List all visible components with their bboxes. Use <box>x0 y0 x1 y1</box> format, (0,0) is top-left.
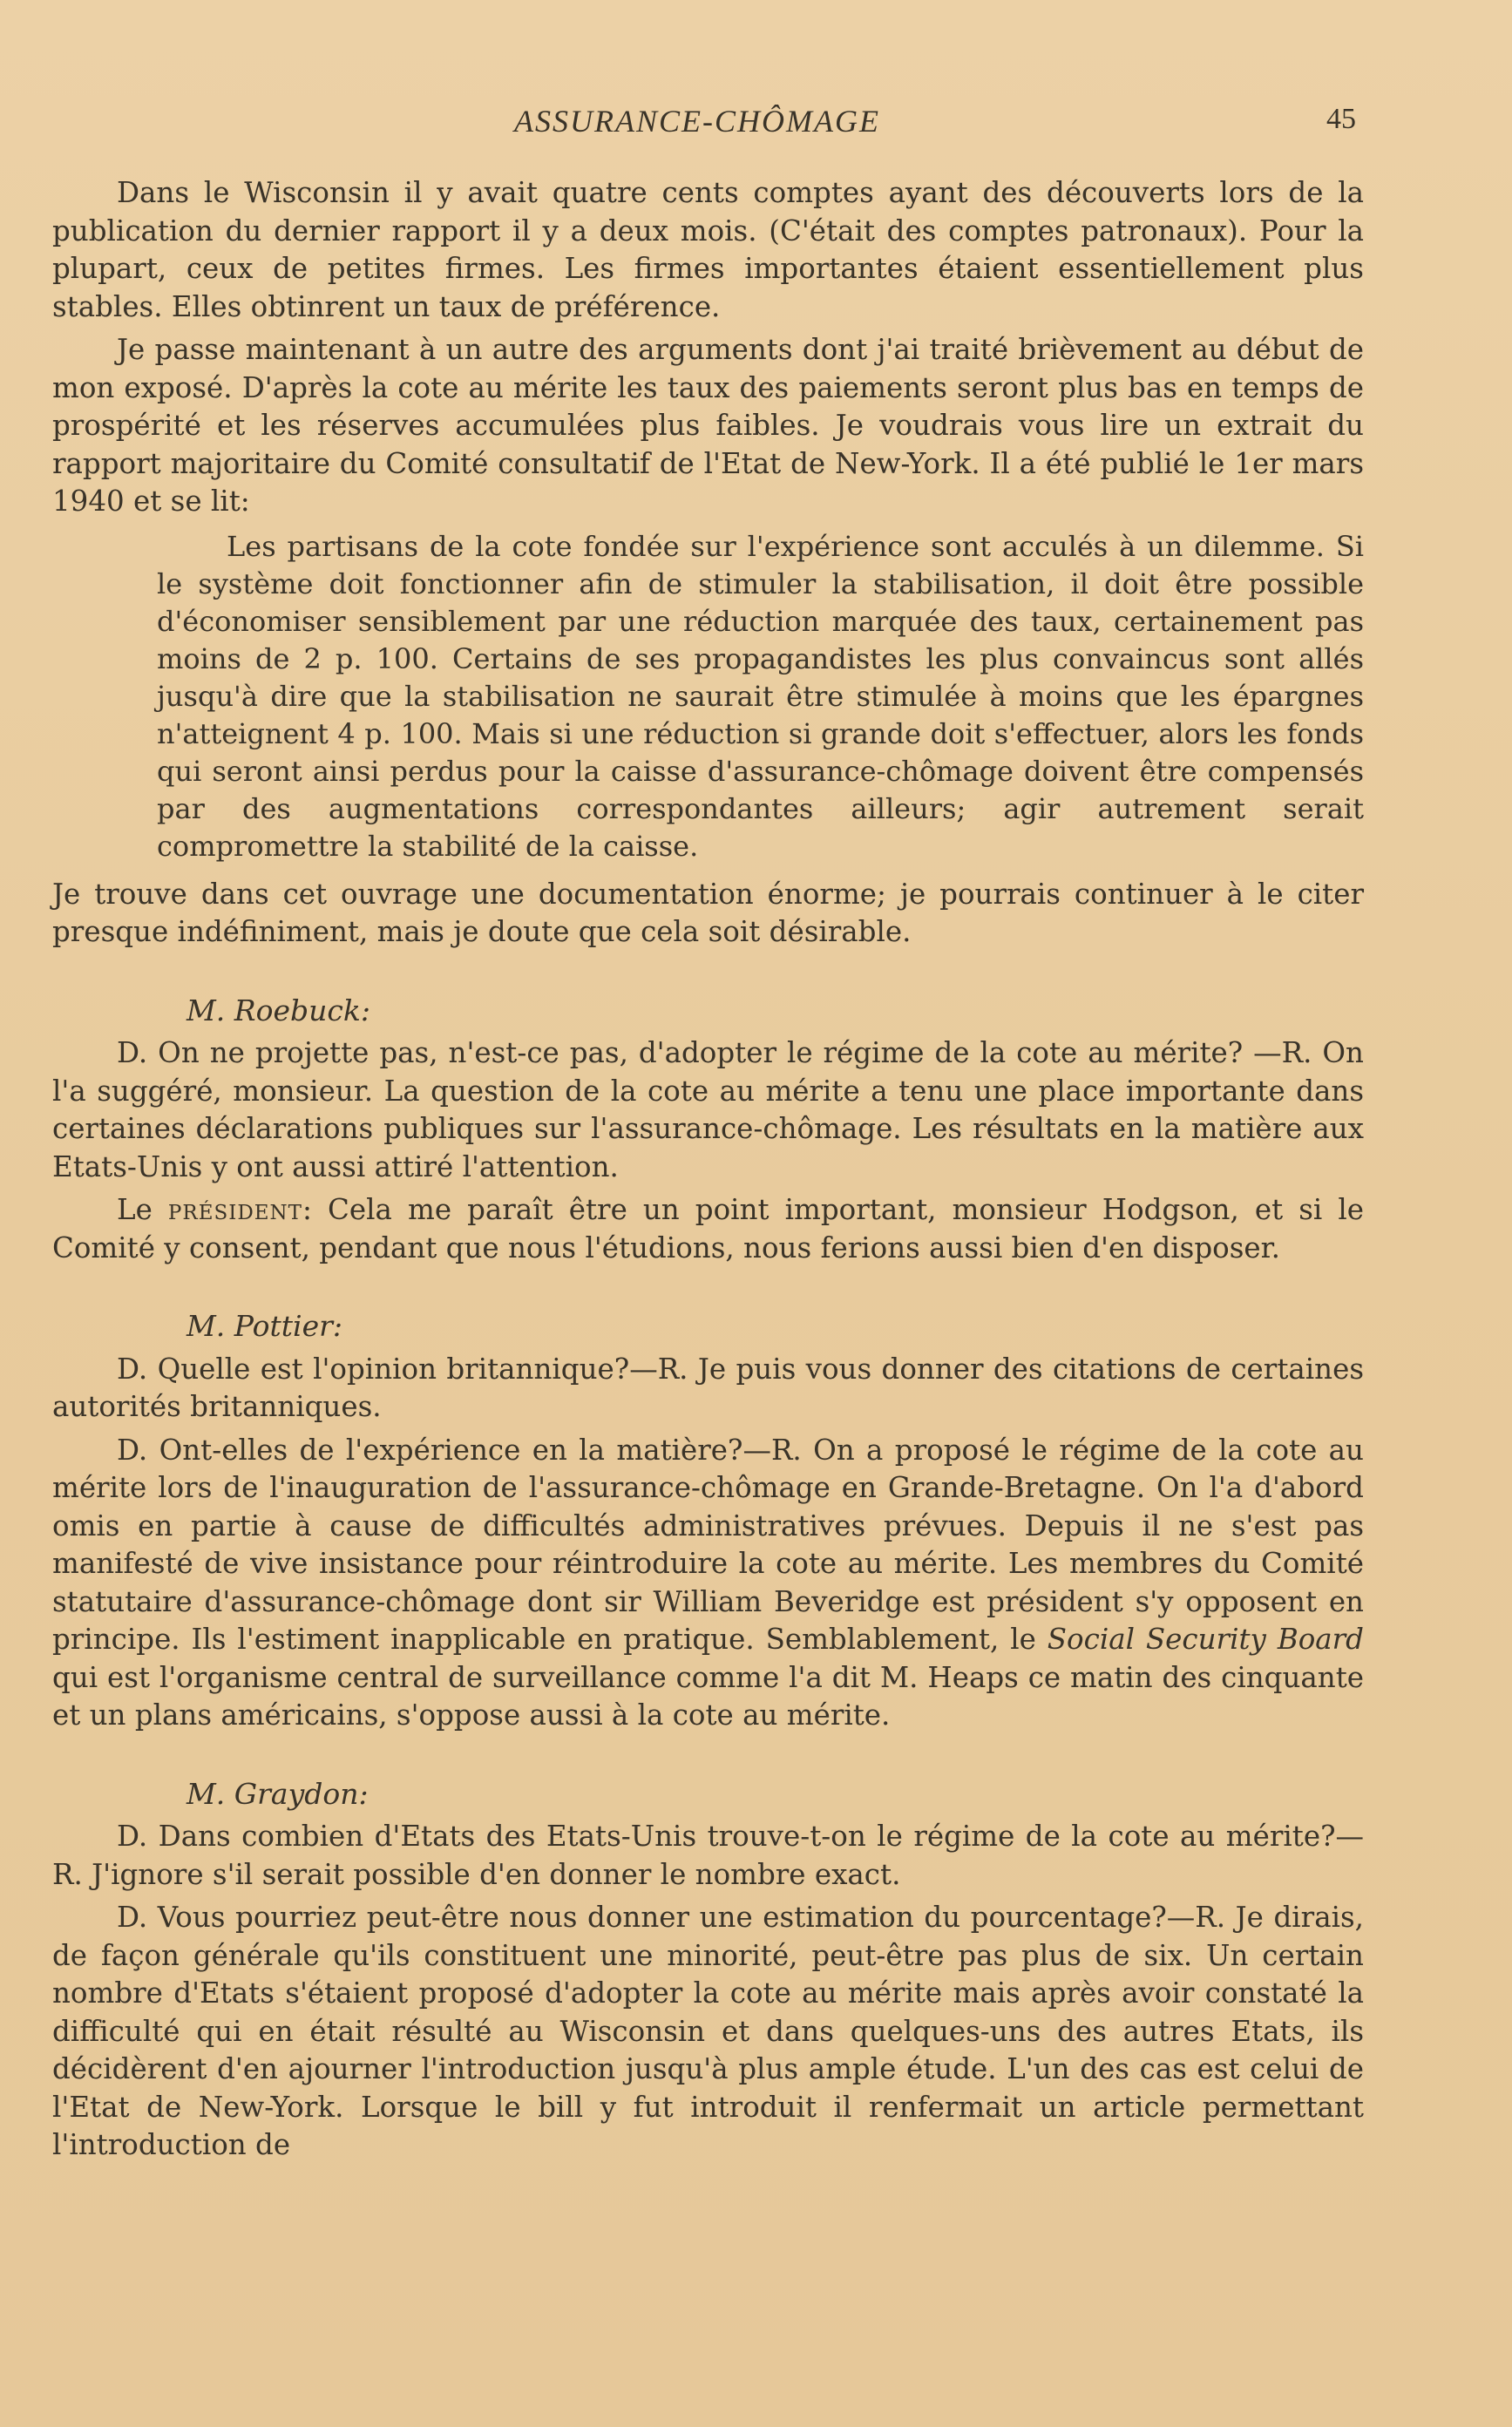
block-quote: Les partisans de la cote fondée sur l'expérience sont acculés à un dilemme. Si le système doit fonctionner afin de stimuler la stabilisation, il doit être possible d'économiser sensiblement par une réduction marquée des taux, certainement pas moins de 2 p. 100. Certains de ses propagandistes les plus convaincus sont allés jusqu'à dire que la stabilisation ne saurait être stimulée à moins que les épargnes n'atteignent 4 p. 100. Mais si une réduction si grande doit s'effectuer, alors les fonds qui seront ainsi perdus pour la caisse d'assurance-chômage doivent être compensés par des augmentations correspondantes ailleurs; agir autrement serait compromettre la stabilité de la caisse. <box>157 529 1364 863</box>
president-lead: Le <box>117 1193 153 1226</box>
social-security-board: Social Security Board <box>1047 1623 1364 1656</box>
paragraph-british-opinion: D. Quelle est l'opinion britannique?—R. Je puis vous donner des citations de certaines autorités britanniques. <box>52 1352 1364 1423</box>
president-role: président <box>167 1193 303 1226</box>
paragraph-arguments: Je passe maintenant à un autre des arguments dont j'ai traité brièvement au début de mon exposé. D'après la cote au mérite les taux des paiements seront plus bas en temps de prospérité et les réserves accumulées plus faibles. Je voudrais vous lire un extrait du rapport majoritaire du Comité consultatif de l'Etat de New-York. Il a été publié le 1er mars 1940 et se lit: <box>52 333 1364 518</box>
paragraph-roebuck-question: D. On ne projette pas, n'est-ce pas, d'adopter le régime de la cote au mérite? —R. On l'a suggéré, monsieur. La question de la cote au mérite a tenu une place importante dans certaines déclarations publiques sur l'assurance-chômage. Les résultats en la matière aux Etats-Unis y ont aussi attiré l'attention. <box>52 1036 1364 1183</box>
speaker-graydon: M. Graydon: <box>186 1776 369 1811</box>
running-title: ASSURANCE-CHÔMAGE <box>514 104 880 139</box>
paragraph-percentage: D. Vous pourriez peut-être nous donner une estimation du pourcentage?—R. Je dirais, de façon générale qu'ils constituent une minorité, peut-être pas plus de six. Un certain nombre d'Etats s'étaient proposé d'adopter la cote au mérite mais après avoir constaté la difficulté qui en était résulté au Wisconsin et dans quelques-uns des autres Etats, ils décidèrent d'en ajourner l'introduction jusqu'à plus ample étude. L'un des cas est celui de l'Etat de New-York. Lorsque le bill y fut introduit il renfermait un article permettant l'introduction de <box>52 1901 1364 2161</box>
speaker-pottier: M. Pottier: <box>186 1309 343 1343</box>
speaker-roebuck: M. Roebuck: <box>186 993 370 1027</box>
british-experience-part-a: D. Ont-elles de l'expérience en la matière?—R. On a proposé le régime de la cote au mérite lors de l'inauguration de l'assurance-chômage en Grande-Bretagne. On l'a d'abord omis en partie à cause de difficultés administratives prévues. Depuis il ne s'est pas manifesté de vive insistance pour réintroduire la cote au mérite. Les membres du Comité statutaire d'assurance-chômage dont sir William Beveridge est président s'y opposent en principe. Ils l'estiment inapplicable en pratique. Semblablement, le <box>52 1433 1364 1656</box>
paragraph-states-count: D. Dans combien d'Etats des Etats-Unis trouve-t-on le régime de la cote au mérite?—R. J'ignore s'il serait possible d'en donner le nombre exact. <box>52 1820 1364 1891</box>
paragraph-british-experience <box>52 1432 1364 1735</box>
paragraph-president <box>52 1191 1364 1267</box>
page-number: 45 <box>1326 103 1356 135</box>
body-text <box>52 174 1364 2170</box>
british-experience-part-b: qui est l'organisme central de surveillance comme l'a dit M. Heaps ce matin des cinquante et un plans américains, s'oppose aussi à la cote au mérite. <box>52 1660 1364 1732</box>
paragraph-documentation: Je trouve dans cet ouvrage une documentation énorme; je pourrais continuer à le citer presque indéfiniment, mais je doute que cela soit désirable. <box>52 877 1364 948</box>
page-header <box>0 103 1512 146</box>
paragraph-wisconsin: Dans le Wisconsin il y avait quatre cents comptes ayant des découverts lors de la publication du dernier rapport il y a deux mois. (C'était des comptes patronaux). Pour la plupart, ceux de petites firmes. Les firmes importantes étaient essentiellement plus stables. Elles obtinrent un taux de préférence. <box>52 176 1364 323</box>
president-remark: : Cela me paraît être un point important, monsieur Hodgson, et si le Comité y consent, pendant que nous l'étudions, nous ferions aussi bien d'en disposer. <box>52 1193 1364 1264</box>
